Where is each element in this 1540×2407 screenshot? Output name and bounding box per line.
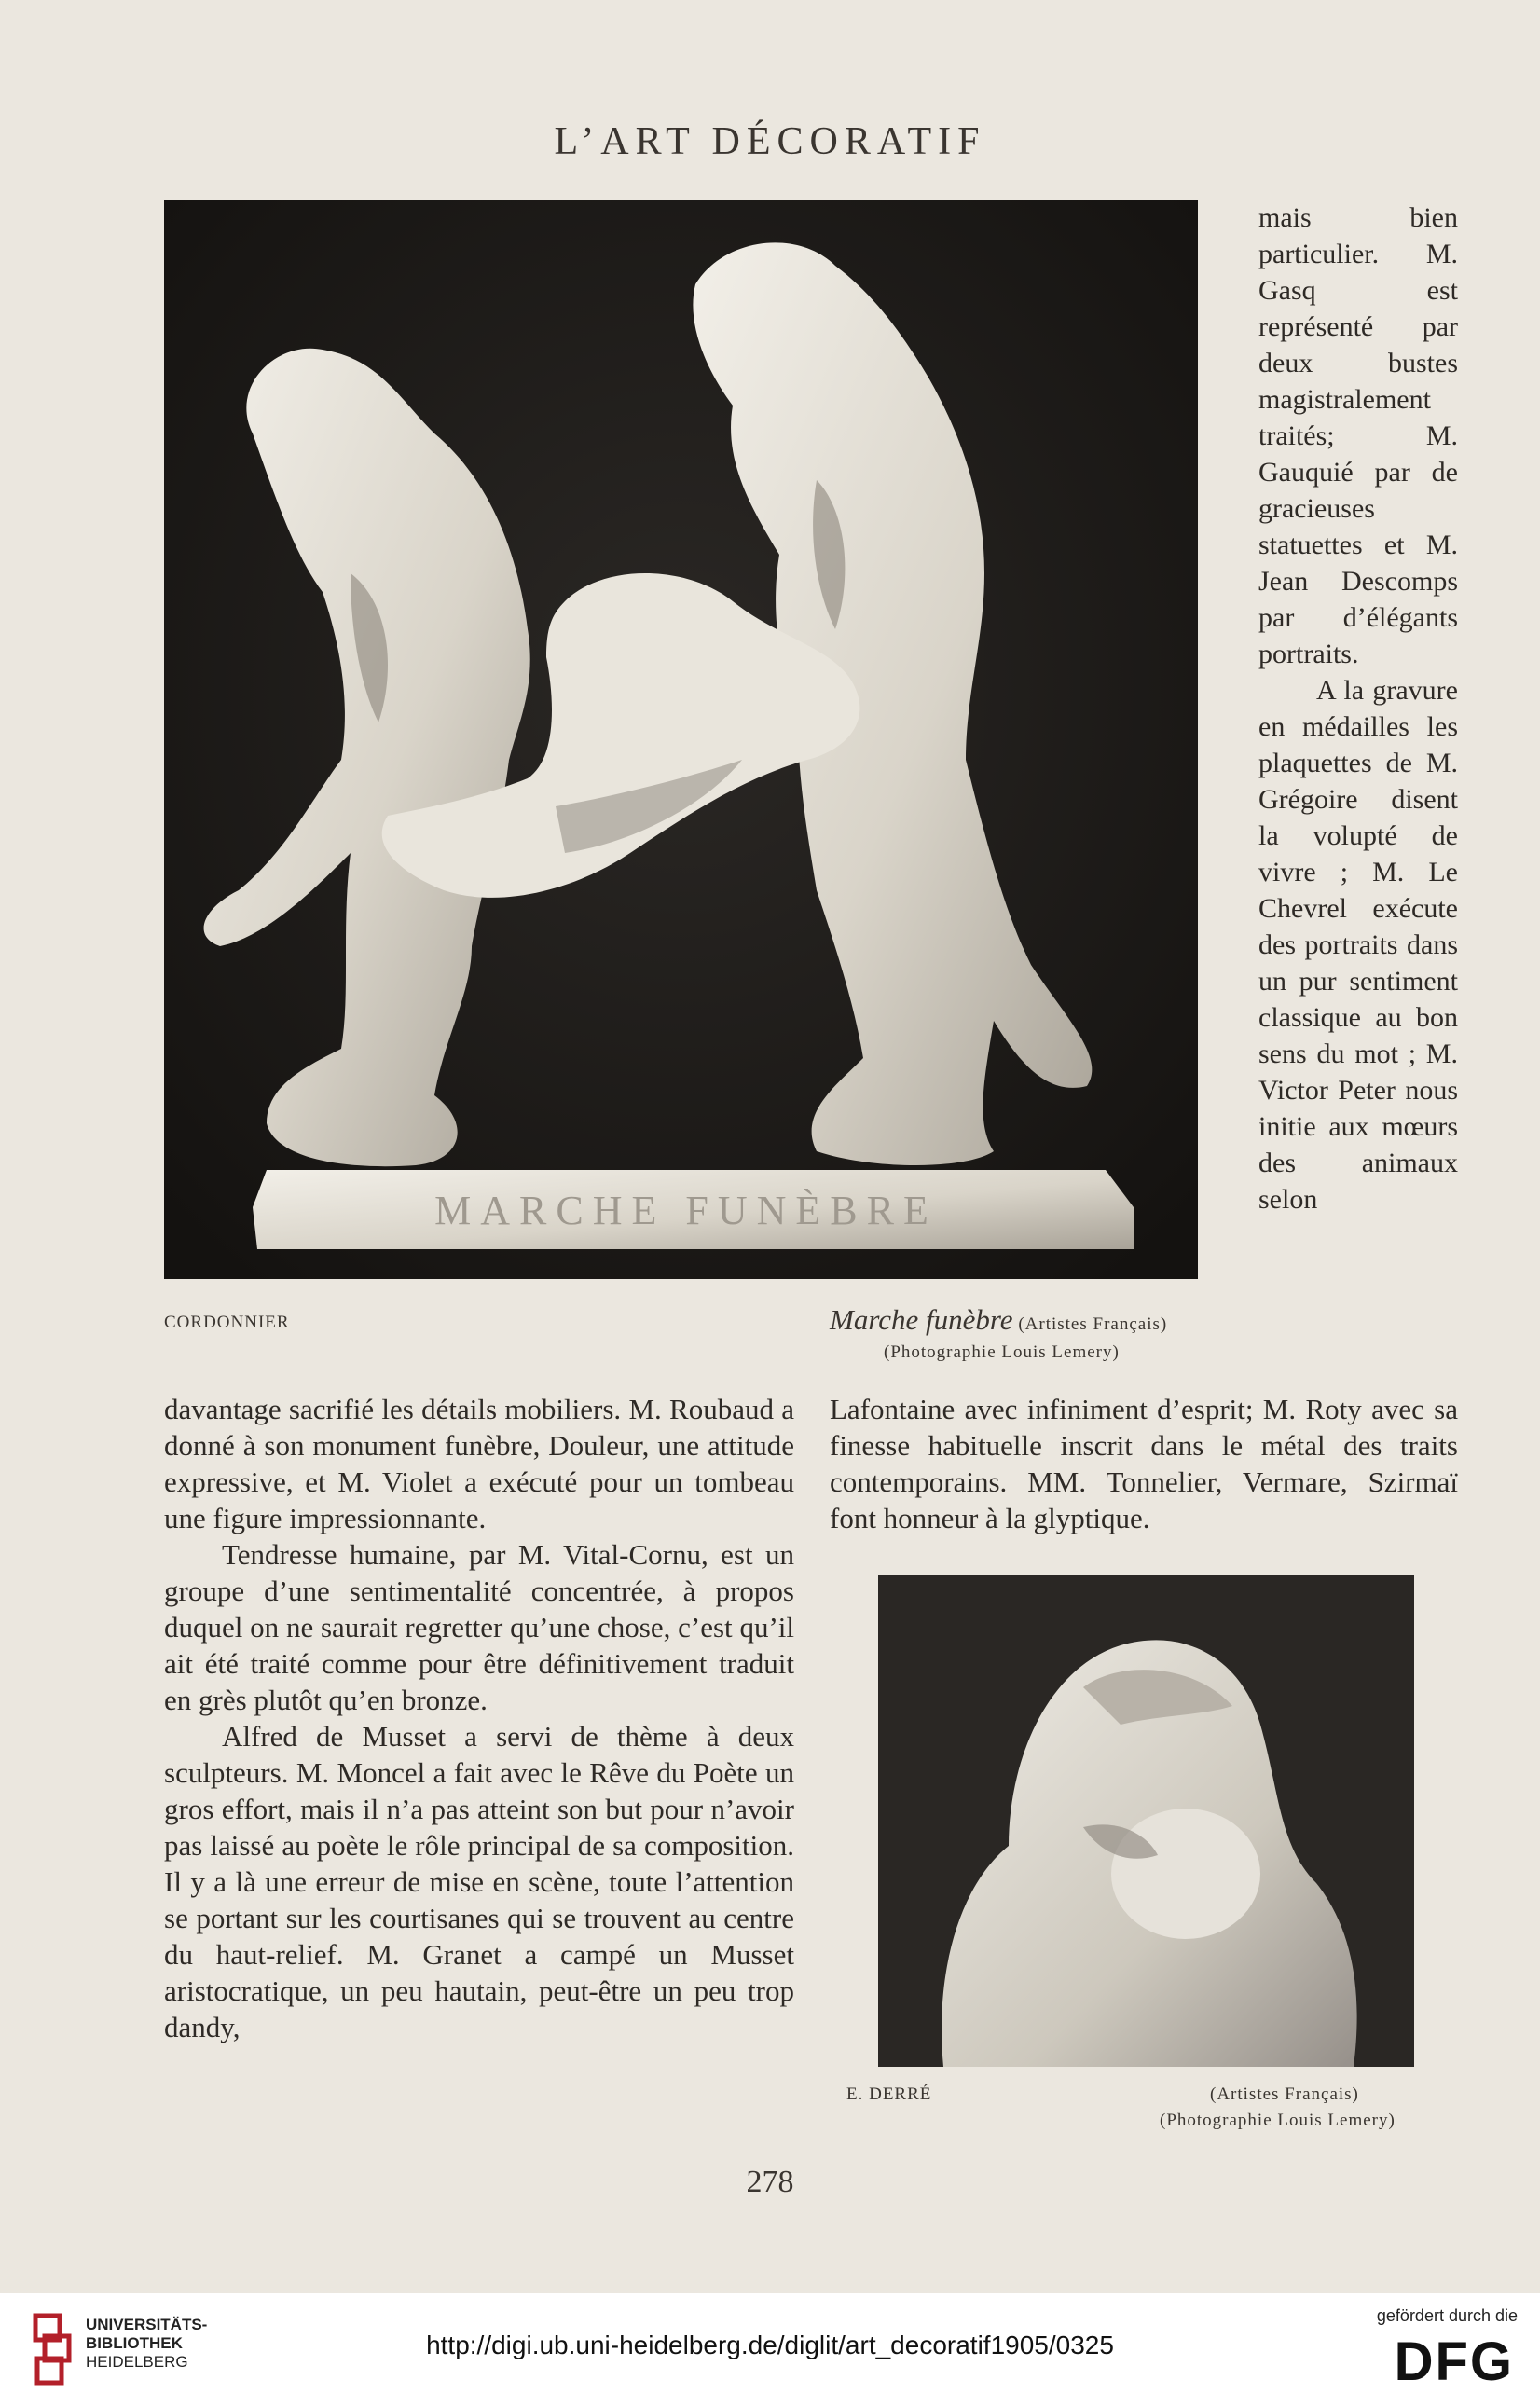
side-column <box>1258 199 1458 1217</box>
figure2-credit: (Photographie Louis Lemery) <box>1160 2111 1396 2130</box>
figure1-title: Marche funèbre <box>830 1303 1013 1336</box>
library-line: BIBLIOTHEK <box>86 2334 183 2352</box>
body-paragraph: davantage sacrifié les détails mobiliers. M. Roubaud a donné à son monument funèbre, Douleur, une attitude expressive, et M. Violet a exécuté pour un tombeau une figure impressionnante. <box>164 1393 794 1534</box>
side-paragraph: mais bien particulier. M. Gasq est représenté par deux bustes magistralement traités; M. Gauquié par de gracieuses statuettes et M. Jean Descomps par d’élégants portraits. <box>1258 202 1458 669</box>
figure2-artist: E. DERRÉ <box>846 2084 932 2104</box>
side-paragraph: A la gravure en médailles les plaquettes de M. Grégoire disent la volupté de vivre ; M. Le Chevrel exécute des portraits dans un pur sentiment classique au bon sens du mot ; M. Victor Peter nous initie aux mœurs des animaux selon <box>1258 675 1458 1215</box>
figure2-salon: (Artistes Français) <box>1210 2084 1359 2104</box>
running-header: L’ART DÉCORATIF <box>554 120 986 163</box>
figure1-credit: (Photographie Louis Lemery) <box>884 1342 1120 1362</box>
digitization-footer <box>0 2293 1540 2407</box>
sculpture-illustration <box>878 1575 1414 2067</box>
base-inscription: MARCHE FUNÈBRE <box>434 1188 938 1233</box>
body-paragraph: Tendresse humaine, par M. Vital-Cornu, est un groupe d’une sentimentalité concentrée, à propos duquel on ne saurait regretter qu’une chose, c’est qu’il ait été traité comme pour être définitivement traduit en grès plutôt qu’en bronze. <box>164 1538 794 1716</box>
right-column <box>830 1391 1458 1536</box>
figure1-salon: (Artistes Français) <box>1018 1314 1168 1334</box>
figure1-caption <box>830 1303 1167 1337</box>
library-line: HEIDELBERG <box>86 2353 188 2371</box>
sculpture-photo-marche-funebre <box>164 200 1198 1279</box>
sculpture-photo-derre <box>878 1575 1414 2067</box>
left-column <box>164 1391 794 2045</box>
permalink-url[interactable]: http://digi.ub.uni-heidelberg.de/diglit/art_decoratif1905/0325 <box>426 2331 1114 2359</box>
body-paragraph: Lafontaine avec infiniment d’esprit; M. Roty avec sa finesse habituelle inscrit dans le métal des traits contemporains. MM. Tonnelier, Vermare, Szirmaï font honneur à la glyptique. <box>830 1393 1458 1534</box>
body-paragraph: Alfred de Musset a servi de thème à deux sculpteurs. M. Moncel a fait avec le Rêve du Poète un gros effort, mais il n’a pas atteint son but pour n’avoir pas laissé au poète le rôle principal de sa composition. Il y a là une erreur de mise en scène, toute l’attention se portant sur les courtisanes qui se trouvent au centre du haut-relief. M. Granet a campé un Musset aristocratique, un peu hautain, peut-être un peu trop dandy, <box>164 1720 794 2043</box>
figure1-artist: CORDONNIER <box>164 1313 290 1332</box>
dfg-logo: DFG <box>1394 2331 1514 2392</box>
sculpture-illustration <box>164 200 1198 1279</box>
library-line: UNIVERSITÄTS- <box>86 2316 208 2333</box>
funding-label: gefördert durch die <box>1376 2306 1518 2325</box>
page-number: 278 <box>746 2165 794 2199</box>
